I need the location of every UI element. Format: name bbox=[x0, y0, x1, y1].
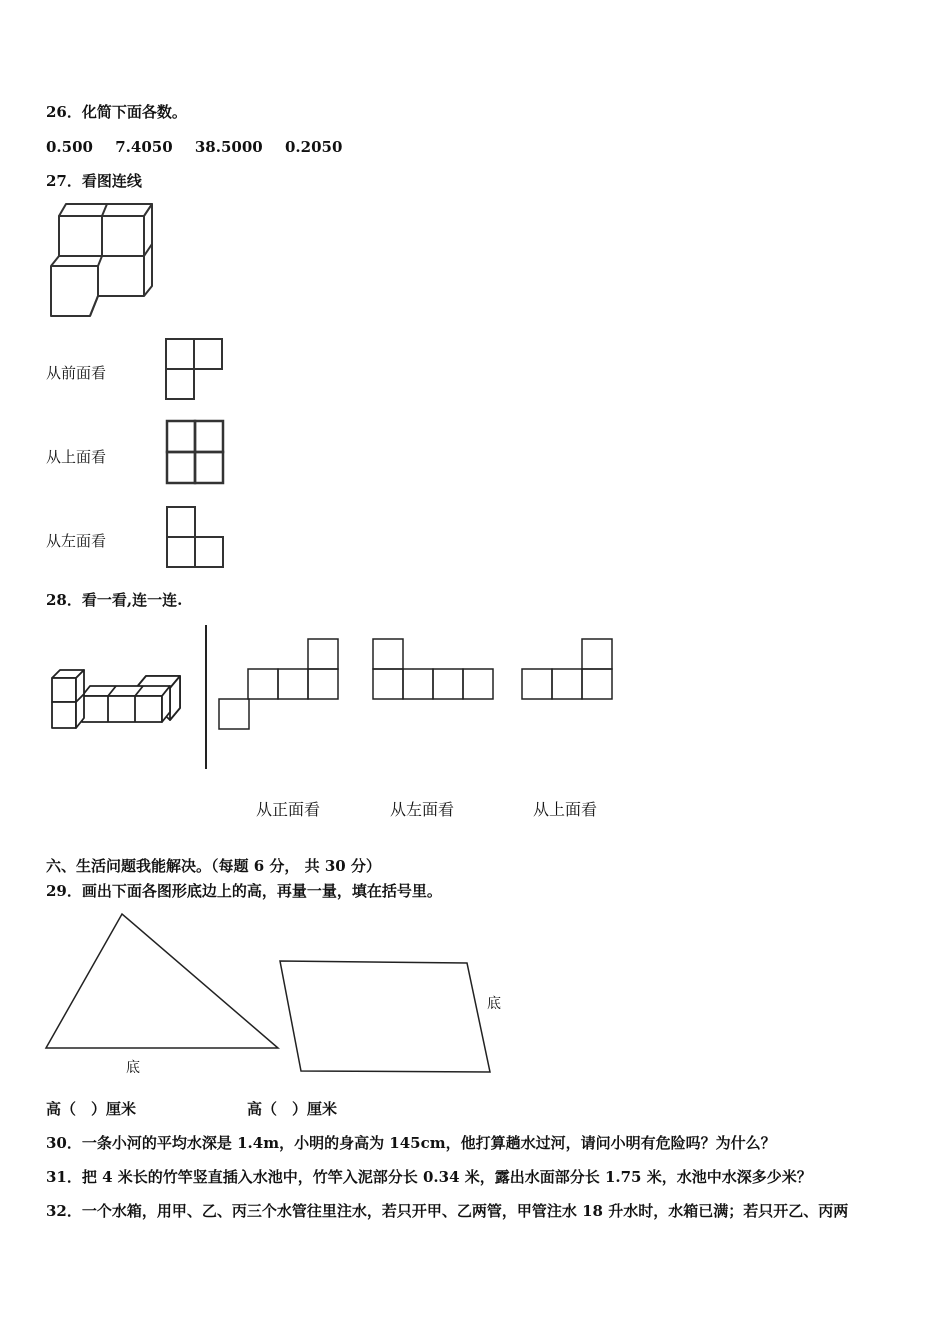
q27-view-front-shape bbox=[164, 337, 224, 401]
q27-view-left-label: 从左面看 bbox=[46, 532, 107, 550]
section6-title: 六、生活问题我能解决。（每题 6 分， 共 30 分） bbox=[46, 857, 381, 875]
q27-view-front-label: 从前面看 bbox=[46, 364, 107, 382]
q29-triangle-base-label: 底 bbox=[126, 1060, 140, 1076]
q29-answer-left: 高（ ）厘米 bbox=[46, 1100, 137, 1118]
q26-title: 26．化简下面各数。 bbox=[46, 103, 187, 121]
q28-caption-left: 从左面看 bbox=[390, 800, 455, 819]
q27-title: 27．看图连线 bbox=[46, 172, 142, 190]
q29-title: 29．画出下面各图形底边上的高，再量一量，填在括号里。 bbox=[46, 882, 442, 900]
q29-parallelogram-base-label: 底 bbox=[487, 996, 501, 1012]
q28-divider-line bbox=[204, 625, 208, 771]
q26-number-1: 0.500 bbox=[46, 138, 93, 156]
q28-view-shape-1 bbox=[218, 638, 340, 732]
q28-view-shape-3 bbox=[521, 638, 615, 702]
q29-answer-right: 高（ ）厘米 bbox=[247, 1100, 338, 1118]
q26-numbers bbox=[46, 137, 359, 157]
q27-view-top-shape bbox=[165, 419, 227, 485]
q28-caption-front: 从正面看 bbox=[256, 800, 321, 819]
q26-number-4: 0.2050 bbox=[284, 138, 343, 156]
q28-title: 28．看一看,连一连. bbox=[46, 591, 183, 609]
q28-view-shape-2 bbox=[372, 638, 496, 702]
q26-number-2: 7.4050 bbox=[115, 138, 173, 156]
q27-solid-figure bbox=[46, 204, 156, 320]
q28-caption-top: 从上面看 bbox=[533, 800, 598, 819]
q32-text: 32．一个水箱，用甲、乙、丙三个水管往里注水，若只开甲、乙两管，甲管注水 18 升水时，水箱已满；若只开乙、丙两 bbox=[46, 1202, 849, 1220]
q26-number-3: 38.5000 bbox=[194, 138, 263, 156]
q27-view-top-label: 从上面看 bbox=[46, 448, 107, 466]
q29-triangle bbox=[44, 912, 282, 1052]
q27-view-left-shape bbox=[165, 505, 225, 569]
q31-text: 31．把 4 米长的竹竿竖直插入水池中，竹竿入泥部分长 0.34 米，露出水面部分长 1.75 米，水池中水深多少米？ bbox=[46, 1168, 812, 1186]
q29-parallelogram bbox=[278, 959, 494, 1075]
q30-text: 30．一条小河的平均水深是 1.4m，小明的身高为 145cm，他打算趟水过河，请问小明有危险吗？为什么？ bbox=[46, 1134, 776, 1152]
q28-cube-figure bbox=[50, 668, 184, 732]
